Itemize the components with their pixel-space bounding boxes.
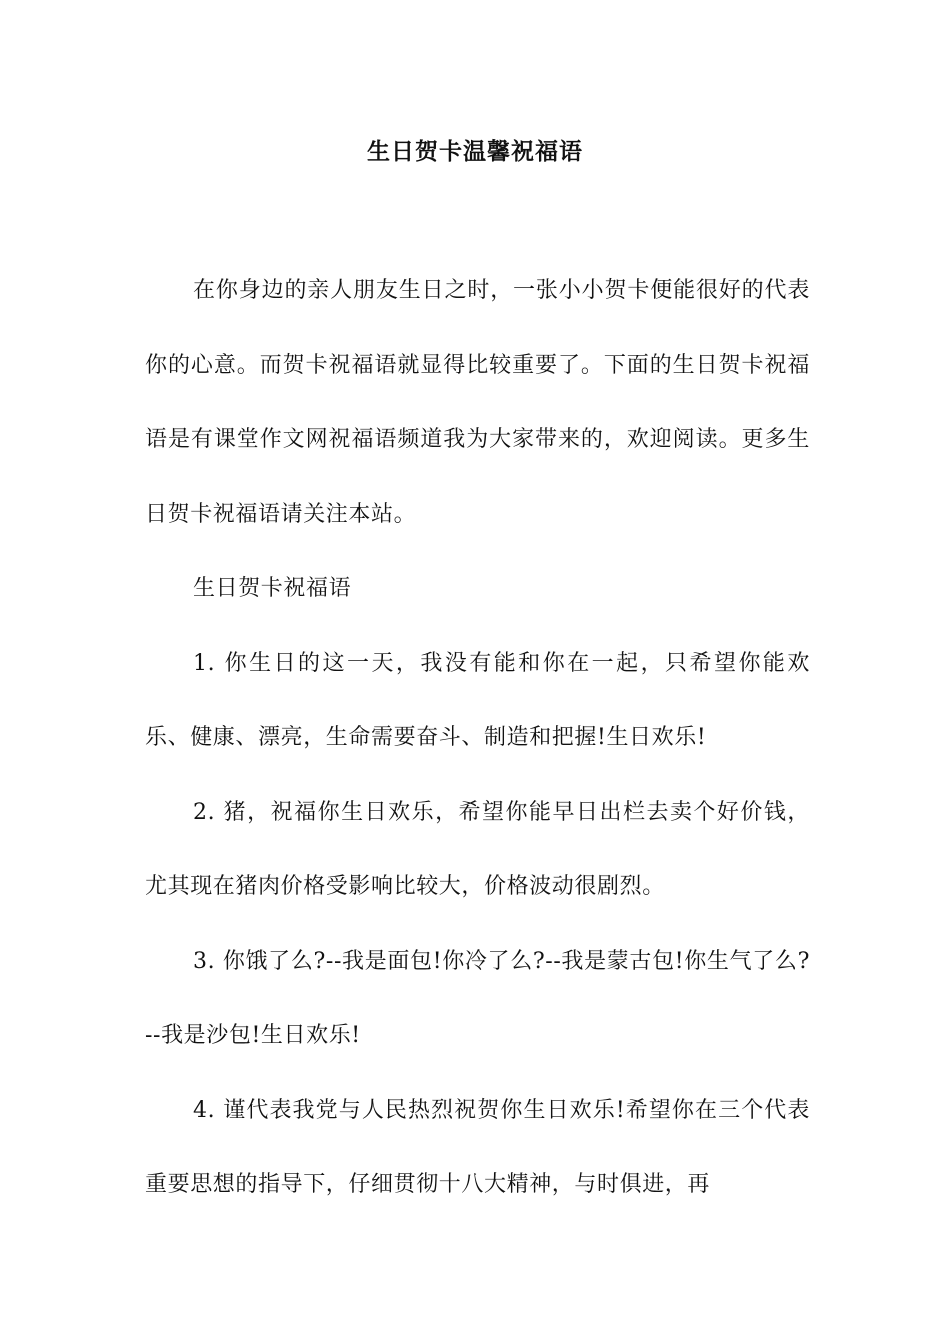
section-heading: 生日贺卡祝福语 <box>193 576 352 601</box>
list-item: 4. 谨代表我党与人民热烈祝贺你生日欢乐!希望你在三个代表重要思想的指导下，仔细贯彻十八大精神，与时俱进，再 <box>145 1097 810 1197</box>
document-title: 生日贺卡温馨祝福语 <box>367 138 583 165</box>
intro-paragraph: 在你身边的亲人朋友生日之时，一张小小贺卡便能很好的代表你的心意。而贺卡祝福语就显得比较重要了。下面的生日贺卡祝福语是有课堂作文网祝福语频道我为大家带来的，欢迎阅读。更多生日贺卡祝福语请关注本站。 <box>145 278 810 527</box>
list-item: 2. 猪，祝福你生日欢乐，希望你能早日出栏去卖个好价钱，尤其现在猪肉价格受影响比较大，价格波动很剧烈。 <box>145 799 810 899</box>
list-item: 3. 你饿了么?--我是面包!你冷了么?--我是蒙古包!你生气了么?--我是沙包!生日欢乐! <box>145 948 810 1048</box>
list-item: 1. 你生日的这一天，我没有能和你在一起，只希望你能欢乐、健康、漂亮，生命需要奋斗、制造和把握!生日欢乐! <box>145 650 810 750</box>
document-body <box>145 254 810 1223</box>
